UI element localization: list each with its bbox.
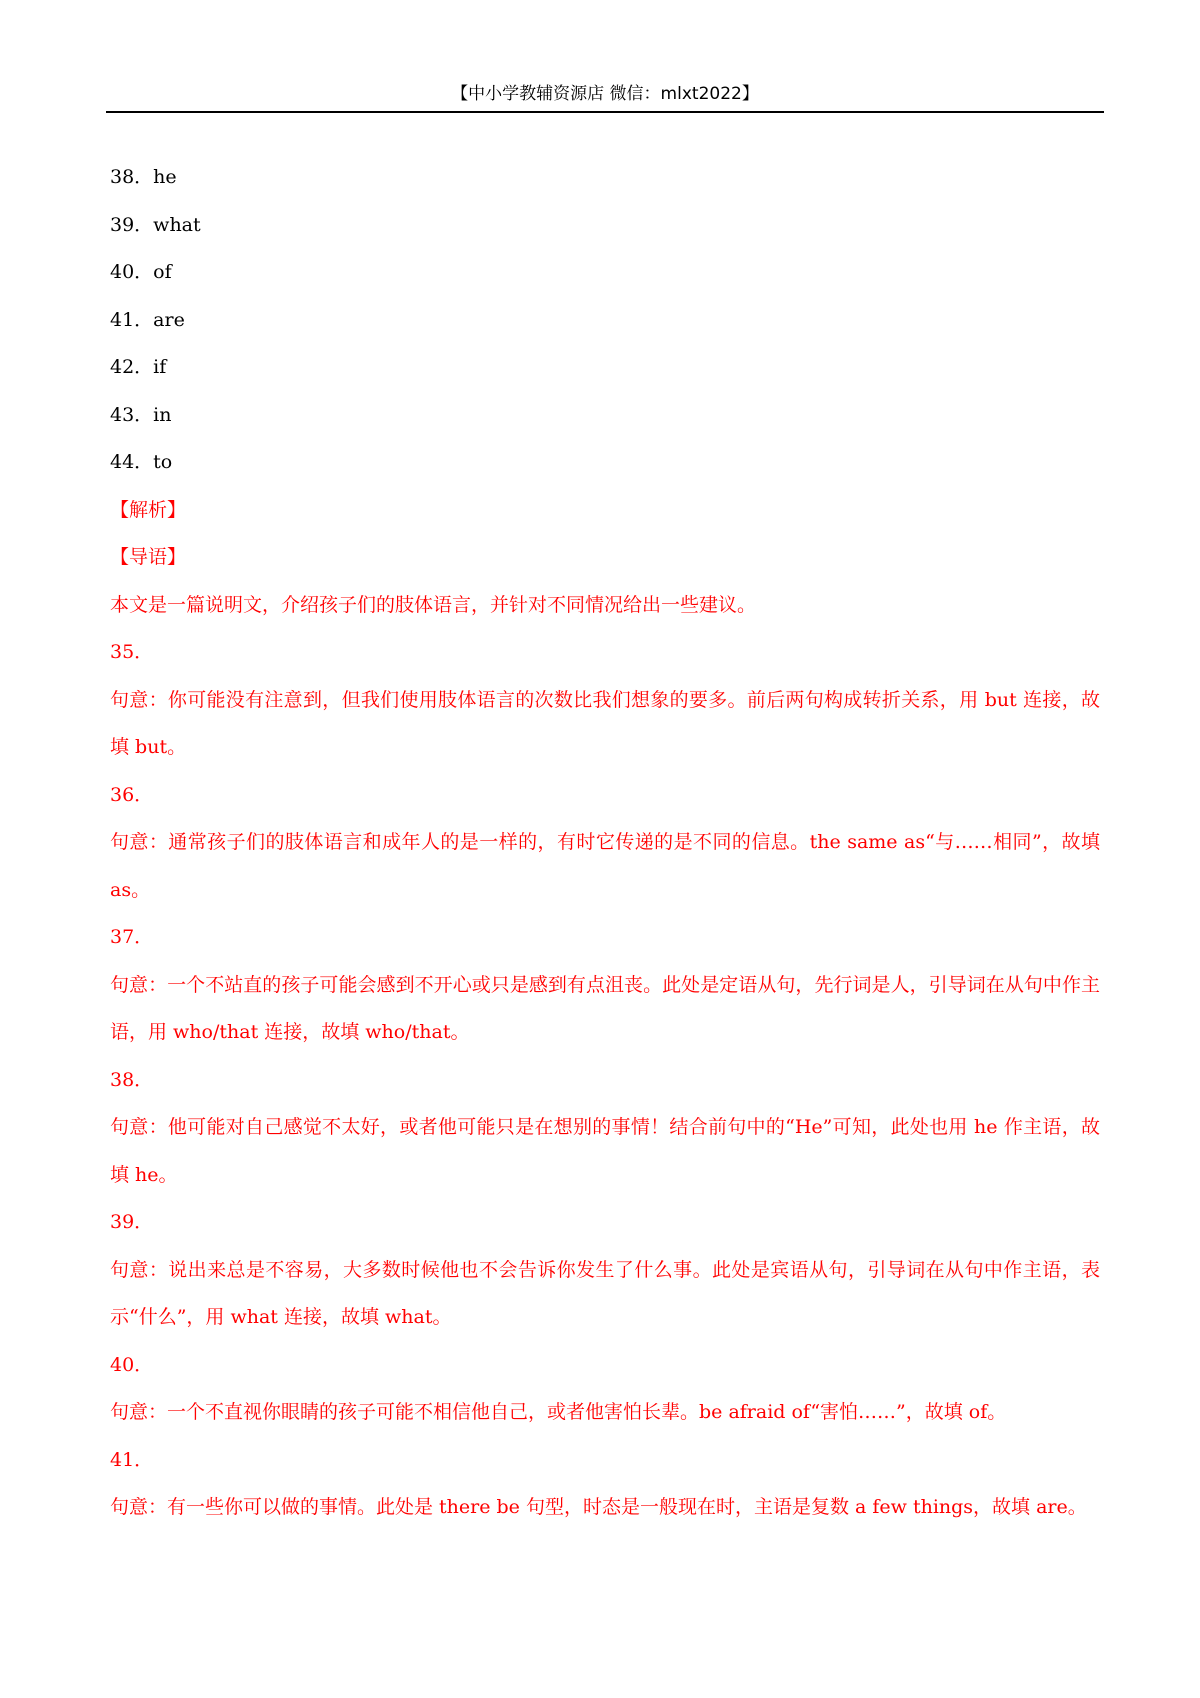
- explanation-number-35: 35．: [110, 641, 154, 663]
- answer-44: 44．to: [110, 451, 173, 473]
- explanation-text-40: 句意：一个不直视你眼睛的孩子可能不相信他自己，或者他害怕长辈。be afraid of“害怕……”，故填 of。: [110, 1401, 1007, 1423]
- explanation-text-39: 句意：说出来总是不容易，大多数时候他也不会告诉你发生了什么事。此处是宾语从句，引导词在从句中作主语，表示“什么”，用 what 连接，故填 what。: [110, 1258, 1100, 1328]
- answer-42: 42．if: [110, 356, 167, 378]
- explanation-number-37: 37．: [110, 926, 154, 948]
- explanation-number-40: 40．: [110, 1353, 154, 1376]
- answer-sheet: [110, 154, 1100, 1532]
- answer-41: 41．are: [110, 308, 185, 331]
- intro-label: 【导语】: [110, 546, 187, 568]
- explanation-text-38: 句意：他可能对自己感觉不太好，或者他可能只是在想别的事情！结合前句中的“He”可知，此处也用 he 作主语，故填 he。: [110, 1116, 1100, 1186]
- explanation-number-36: 36．: [110, 783, 154, 806]
- explanation-text-41: 句意：有一些你可以做的事情。此处是 there be 句型，时态是一般现在时，主语是复数 a few things，故填 are。: [110, 1496, 1087, 1518]
- header-divider: [106, 111, 1104, 113]
- explanation-number-39: 39．: [110, 1211, 154, 1233]
- answer-39: 39．what: [110, 213, 201, 236]
- explanation-text-37: 句意：一个不站直的孩子可能会感到不开心或只是感到有点沮丧。此处是定语从句，先行词是人，引导词在从句中作主语，用 who/that 连接，故填 who/that。: [110, 973, 1100, 1043]
- answer-38: 38．he: [110, 166, 177, 188]
- answer-43: 43．in: [110, 403, 172, 426]
- explanation-text-36: 句意：通常孩子们的肢体语言和成年人的是一样的，有时它传递的是不同的信息。the same as“与……相同”，故填 as。: [110, 831, 1100, 901]
- intro-text: 本文是一篇说明文，介绍孩子们的肢体语言，并针对不同情况给出一些建议。: [110, 593, 757, 616]
- page-header: 【中小学教辅资源店 微信：mlxt2022】: [451, 84, 759, 104]
- answer-40: 40．of: [110, 261, 172, 283]
- explanation-number-41: 41．: [110, 1448, 154, 1471]
- analysis-label: 【解析】: [110, 498, 187, 521]
- explanation-number-38: 38．: [110, 1068, 154, 1091]
- explanation-text-35: 句意：你可能没有注意到，但我们使用肢体语言的次数比我们想象的要多。前后两句构成转折关系，用 but 连接，故填 but。: [110, 688, 1100, 758]
